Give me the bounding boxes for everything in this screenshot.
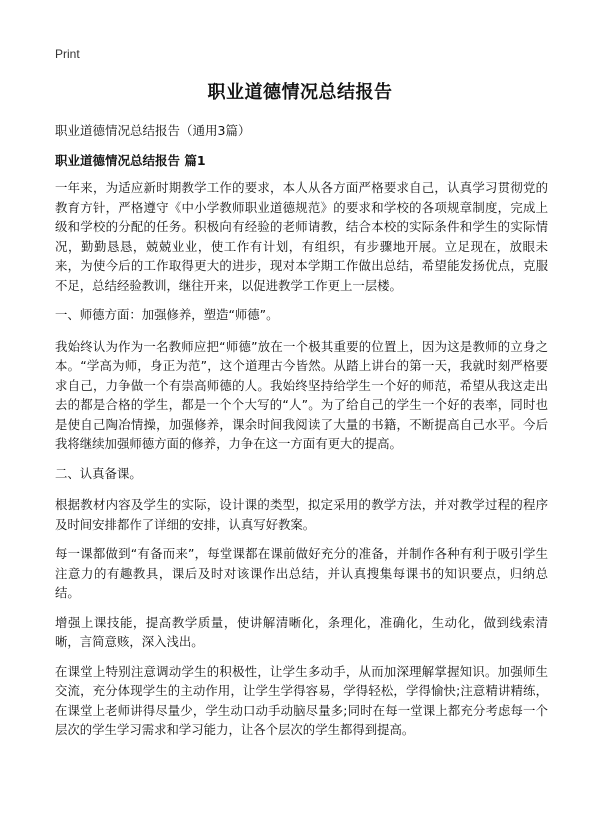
section-heading: 职业道德情况总结报告 篇1 xyxy=(55,153,206,168)
paragraph-heading-ethics: 一、师德方面：加强修养，塑造“师德”。 xyxy=(55,307,279,322)
document-body xyxy=(55,178,548,750)
paragraph-ethics: 我始终认为作为一名教师应把“师德”放在一个极其重要的位置上，因为这是教师的立身之本。“学高为师，身正为范”，这个道理古今皆然。从踏上讲台的第一天，我就时刻严格要求自己，力争做一个有崇高师德的人。我始终坚持给学生一个好的师范，希望从我这走出去的都是合格的学生，都是一个个大写的“人”。为了给自己的学生一个好的表率，同时也是使自己陶冶情操，加强修养，课余时间我阅读了大量的书籍，不断提高自己水平。今后我将继续加强师德方面的修养，力争在这一方面有更大的提高。 xyxy=(55,338,548,451)
document-subtitle: 职业道德情况总结报告（通用3篇） xyxy=(55,123,251,138)
print-link[interactable]: Print xyxy=(55,47,80,61)
paragraph-intro: 一年来，为适应新时期教学工作的要求，本人从各方面严格要求自己，认真学习贯彻党的教育方针，严格遵守《中小学教师职业道德规范》的要求和学校的各项规章制度，完成上级和学校的分配的任务。积极向有经验的老师请教，结合本校的实际条件和学生的实际情况，勤勤恳恳，兢兢业业，使工作有计划，有组织，有步骤地开展。立足现在，放眼未来，为使今后的工作取得更大的进步，现对本学期工作做出总结，希望能发扬优点，克服不足，总结经验教训，继往开来，以促进教学工作更上一层楼。 xyxy=(55,180,548,293)
document-title: 职业道德情况总结报告 xyxy=(207,82,393,103)
paragraph-lesson-ready: 每一课都做到“有备而来”，每堂课都在课前做好充分的准备，并制作各种有利于吸引学生注意力的有趣教具，课后及时对该课作出总结，并认真搜集每课书的知识要点，归纳总结。 xyxy=(55,546,548,600)
paragraph-preparation: 根据教材内容及学生的实际，设计课的类型，拟定采用的教学方法，并对教学过程的程序及时间安排都作了详细的安排，认真写好教案。 xyxy=(55,497,548,532)
paragraph-heading-preparation: 二、认真备课。 xyxy=(55,465,142,481)
paragraph-teaching-skill: 增强上课技能，提高教学质量，使讲解清晰化，条理化，准确化，生动化，做到线索清晰，言简意赅，深入浅出。 xyxy=(55,614,548,649)
paragraph-classroom: 在课堂上特别注意调动学生的积极性，让学生多动手，从而加深理解掌握知识。加强师生交流，充分体现学生的主动作用，让学生学得容易，学得轻松，学得愉快;注意精讲精练，在课堂上老师讲得尽量少，学生动口动手动脑尽量多;同时在每一堂课上都充分考虑每一个层次的学生学习需求和学习能力，让各个层次的学生都得到提高。 xyxy=(55,663,548,737)
